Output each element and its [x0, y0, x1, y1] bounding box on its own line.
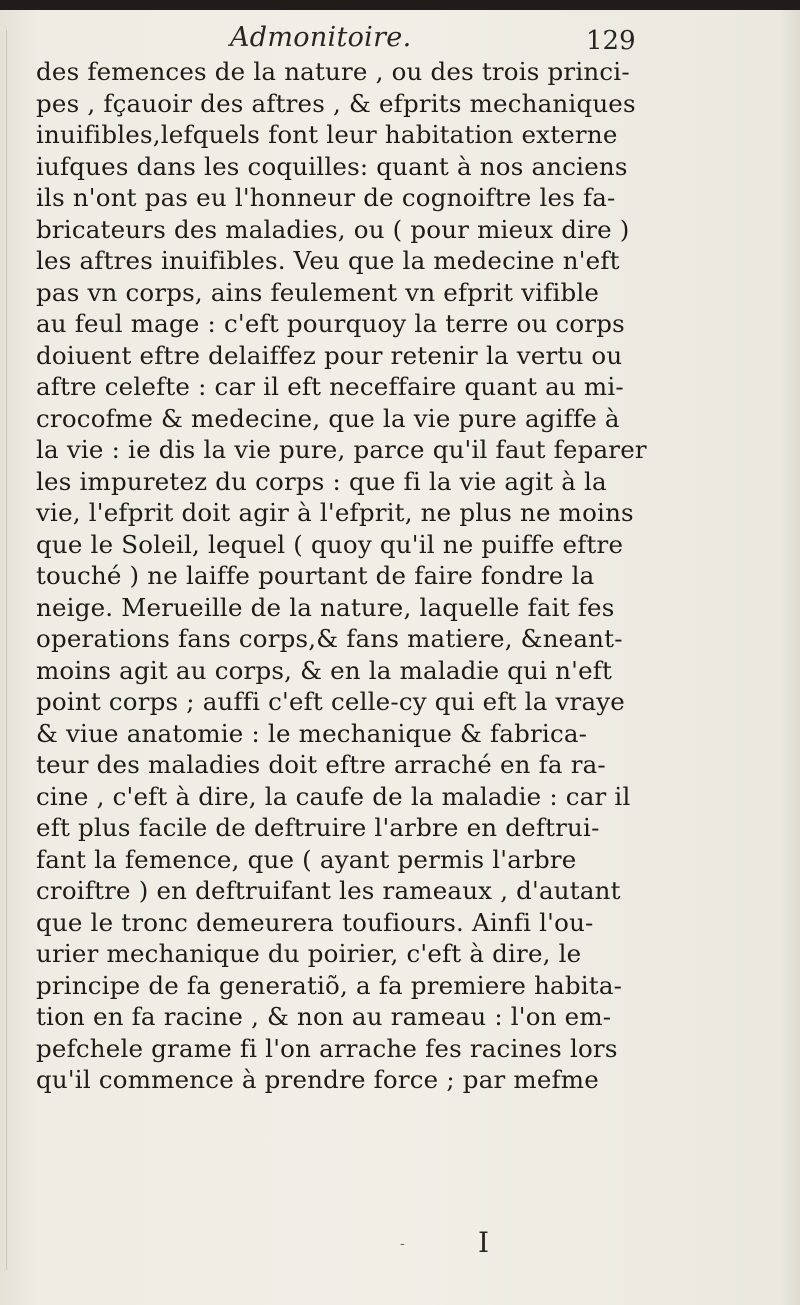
- text-line: cine , c'eft à dire, la caufe de la maladie : car il: [36, 781, 631, 811]
- text-line: iufques dans les coquilles: quant à nos anciens: [36, 151, 628, 181]
- text-line: crocofme & medecine, que la vie pure agiffe à: [36, 403, 620, 433]
- text-line: la vie : ie dis la vie pure, parce qu'il faut feparer: [36, 435, 647, 464]
- text-line: moins agit au corps, & en la maladie qui n'eft: [36, 655, 613, 685]
- catchword: I: [478, 1226, 490, 1259]
- text-line: doiuent eftre delaiffez pour retenir la vertu ou: [36, 340, 623, 370]
- text-line: au feul mage : c'eft pourquoy la terre ou corps: [36, 309, 625, 338]
- text-line: croiftre ) en deftruifant les rameaux , d'autant: [36, 876, 621, 905]
- text-line: aftre celefte : car il eft neceffaire quant au mi-: [36, 372, 624, 401]
- text-line: operations fans corps,& fans matiere, &neant-: [36, 624, 623, 653]
- gutter-shadow: [6, 30, 7, 1270]
- text-line: eft plus facile de deftruire l'arbre en deftrui-: [36, 813, 600, 842]
- text-line: principe de fa generatiõ, a fa premiere habita-: [36, 970, 623, 1000]
- stray-mark: -: [400, 1236, 405, 1252]
- text-line: neige. Merueille de la nature, laquelle fait fes: [36, 592, 615, 622]
- text-line: bricateurs des maladies, ou ( pour mieux dire ): [36, 214, 630, 244]
- text-line: urier mechanique du poirier, c'eft à dire, le: [36, 939, 582, 968]
- text-line: tion en fa racine , & non au rameau : l'on em-: [36, 1002, 612, 1031]
- text-line: point corps ; auffi c'eft celle-cy qui eft la vraye: [36, 687, 625, 716]
- text-line: qu'il commence à prendre force ; par mefme: [36, 1065, 599, 1094]
- text-line: des femences de la nature , ou des trois princi-: [36, 57, 630, 86]
- text-line: pefchele grame fi l'on arrache fes racines lors: [36, 1033, 618, 1063]
- text-line: fant la femence, que ( ayant permis l'arbre: [36, 844, 577, 874]
- text-line: touché ) ne laiffe pourtant de faire fondre la: [36, 561, 595, 590]
- text-line: inuifibles,lefquels font leur habitation externe: [36, 120, 618, 149]
- page-number: 129: [586, 26, 636, 56]
- top-border: [0, 0, 800, 10]
- text-line: pas vn corps, ains feulement vn efprit vifible: [36, 277, 600, 307]
- running-head: [0, 18, 800, 58]
- text-line: les aftres inuifibles. Veu que la medecine n'eft: [36, 246, 620, 275]
- text-line: & viue anatomie : le mechanique & fabrica-: [36, 718, 588, 748]
- running-title: Admonitoire.: [230, 22, 412, 53]
- text-line: teur des maladies doit eftre arraché en fa ra-: [36, 750, 606, 779]
- text-line: que le tronc demeurera toufiours. Ainfi l'ou-: [36, 907, 594, 937]
- body-text: [36, 56, 796, 1096]
- text-line: les impuretez du corps : que fi la vie agit à la: [36, 466, 607, 496]
- text-line: vie, l'efprit doit agir à l'efprit, ne plus ne moins: [36, 498, 634, 527]
- text-line: pes , fçauoir des aftres , & efprits mechaniques: [36, 88, 636, 118]
- text-line: que le Soleil, lequel ( quoy qu'il ne puiffe eftre: [36, 529, 624, 559]
- text-line: ils n'ont pas eu l'honneur de cognoiftre les fa-: [36, 183, 616, 212]
